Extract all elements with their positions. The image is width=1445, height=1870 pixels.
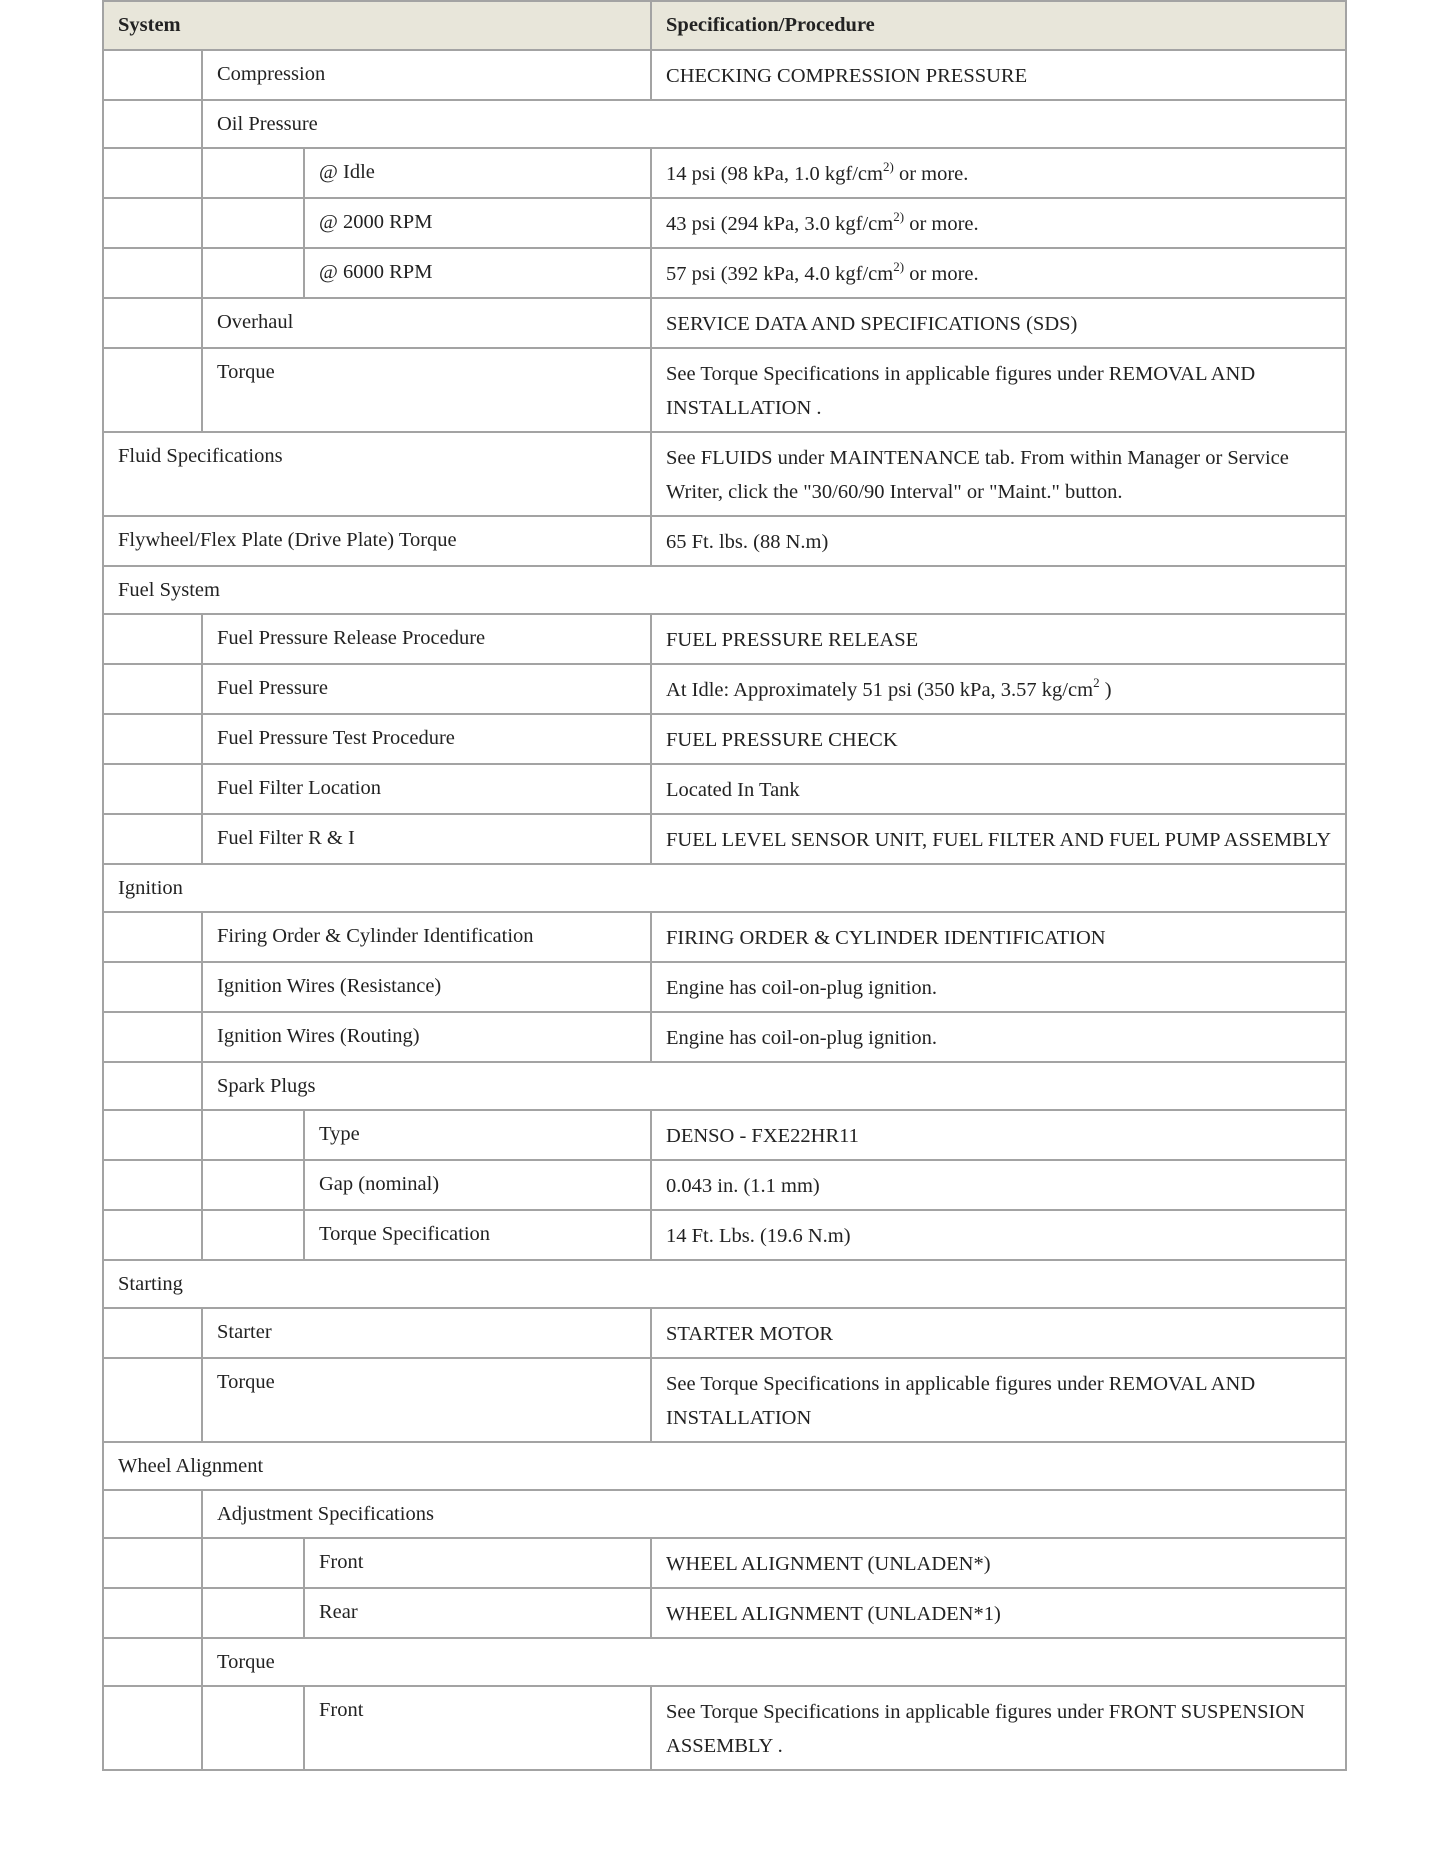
table-row [103, 1160, 1346, 1210]
row-label: Front [304, 1686, 651, 1770]
row-label: Front [304, 1538, 651, 1588]
row-label: Torque Specification [304, 1210, 651, 1260]
table-row [103, 298, 1346, 348]
value-text: WHEEL ALIGNMENT (UNLADEN*1) [666, 1603, 1001, 1625]
indent-cell [202, 148, 304, 198]
row-label: Fuel Filter Location [202, 764, 651, 814]
value-text: Engine has coil-on-plug ignition. [666, 1027, 938, 1049]
value-suffix: or more. [893, 163, 969, 185]
indent-cell [202, 1538, 304, 1588]
table-row [103, 1588, 1346, 1638]
table-row [103, 1686, 1346, 1770]
row-value [651, 1210, 1346, 1260]
table-row [103, 912, 1346, 962]
indent-cell [103, 1588, 202, 1638]
table-row [103, 1442, 1346, 1490]
value-text: See FLUIDS under MAINTENANCE tab. From within Manager or Service Writer, click the "30/60/90 Interval" or "Maint." button. [666, 447, 1289, 503]
indent-cell [103, 1538, 202, 1588]
row-value [651, 148, 1346, 198]
table-body [103, 50, 1346, 1770]
indent-cell [103, 100, 202, 148]
indent-cell [103, 248, 202, 298]
indent-cell [103, 198, 202, 248]
value-suffix: ) [1099, 679, 1112, 701]
spec-column-header: Specification/Procedure [651, 1, 1346, 50]
indent-cell [202, 1210, 304, 1260]
value-text: At Idle: Approximately 51 psi (350 kPa, 3.57 kg/cm [666, 679, 1094, 701]
row-label: Adjustment Specifications [202, 1490, 1346, 1538]
row-value [651, 714, 1346, 764]
row-value [651, 1686, 1346, 1770]
row-value [651, 1588, 1346, 1638]
value-text: See Torque Specifications in applicable figures under FRONT SUSPENSION ASSEMBLY . [666, 1701, 1305, 1757]
row-value [651, 912, 1346, 962]
table-row [103, 50, 1346, 100]
value-text: WHEEL ALIGNMENT (UNLADEN*) [666, 1553, 991, 1575]
value-text: FUEL PRESSURE RELEASE [666, 629, 919, 651]
value-text: SERVICE DATA AND SPECIFICATIONS (SDS) [666, 313, 1078, 335]
value-superscript: 2) [893, 259, 905, 274]
table-row [103, 1012, 1346, 1062]
system-column-header: System [103, 1, 651, 50]
row-value [651, 1110, 1346, 1160]
indent-cell [103, 348, 202, 432]
indent-cell [202, 1160, 304, 1210]
row-label: Fuel Filter R & I [202, 814, 651, 864]
indent-cell [103, 1110, 202, 1160]
value-text: FIRING ORDER & CYLINDER IDENTIFICATION [666, 927, 1106, 949]
indent-cell [103, 814, 202, 864]
value-text: 14 psi (98 kPa, 1.0 kgf/cm [666, 163, 883, 185]
indent-cell [103, 1490, 202, 1538]
row-value [651, 764, 1346, 814]
row-label: Ignition Wires (Resistance) [202, 962, 651, 1012]
row-label: Spark Plugs [202, 1062, 1346, 1110]
table-row [103, 864, 1346, 912]
indent-cell [103, 912, 202, 962]
table-row [103, 1358, 1346, 1442]
row-label: Fuel System [103, 566, 1346, 614]
row-value [651, 614, 1346, 664]
table-row [103, 248, 1346, 298]
row-label: Oil Pressure [202, 100, 1346, 148]
row-value [651, 1538, 1346, 1588]
table-row [103, 100, 1346, 148]
table-row [103, 664, 1346, 714]
indent-cell [202, 1110, 304, 1160]
table-row [103, 1538, 1346, 1588]
table-row [103, 764, 1346, 814]
value-text: See Torque Specifications in applicable figures under REMOVAL AND INSTALLATION . [666, 363, 1256, 419]
value-superscript: 2 [1093, 675, 1100, 690]
row-value [651, 1358, 1346, 1442]
table-row [103, 566, 1346, 614]
row-label: Gap (nominal) [304, 1160, 651, 1210]
value-text: Engine has coil-on-plug ignition. [666, 977, 938, 999]
table-row [103, 1260, 1346, 1308]
indent-cell [103, 664, 202, 714]
row-label: Fuel Pressure Test Procedure [202, 714, 651, 764]
specification-table [102, 0, 1347, 1771]
indent-cell [103, 1160, 202, 1210]
value-text: 43 psi (294 kPa, 3.0 kgf/cm [666, 213, 894, 235]
row-label: Rear [304, 1588, 651, 1638]
table-row [103, 1110, 1346, 1160]
row-label: Starting [103, 1260, 1346, 1308]
row-label: Ignition Wires (Routing) [202, 1012, 651, 1062]
value-suffix: or more. [904, 213, 979, 235]
row-value [651, 814, 1346, 864]
row-label: Torque [202, 1638, 1346, 1686]
table-row [103, 148, 1346, 198]
value-text: CHECKING COMPRESSION PRESSURE [666, 65, 1028, 87]
indent-cell [103, 1358, 202, 1442]
value-text: 65 Ft. lbs. (88 N.m) [666, 531, 829, 553]
indent-cell [202, 1588, 304, 1638]
row-label: Compression [202, 50, 651, 100]
row-label: Ignition [103, 864, 1346, 912]
table-row [103, 714, 1346, 764]
indent-cell [202, 1686, 304, 1770]
row-value [651, 248, 1346, 298]
indent-cell [103, 1062, 202, 1110]
value-text: FUEL PRESSURE CHECK [666, 729, 898, 751]
indent-cell [103, 1686, 202, 1770]
table-row [103, 814, 1346, 864]
row-label: Overhaul [202, 298, 651, 348]
indent-cell [103, 1638, 202, 1686]
row-label: @ 6000 RPM [304, 248, 651, 298]
row-value [651, 664, 1346, 714]
table-row [103, 1210, 1346, 1260]
row-value [651, 432, 1346, 516]
table-row [103, 962, 1346, 1012]
row-label: Torque [202, 348, 651, 432]
value-text: Located In Tank [666, 779, 800, 801]
row-value [651, 1012, 1346, 1062]
value-text: DENSO - FXE22HR11 [666, 1125, 859, 1147]
row-label: Fuel Pressure [202, 664, 651, 714]
indent-cell [103, 1308, 202, 1358]
table-header-row [103, 1, 1346, 50]
row-label: Fluid Specifications [103, 432, 651, 516]
value-text: See Torque Specifications in applicable figures under REMOVAL AND INSTALLATION [666, 1373, 1256, 1429]
indent-cell [103, 962, 202, 1012]
row-label: Wheel Alignment [103, 1442, 1346, 1490]
value-suffix: or more. [904, 263, 979, 285]
value-text: STARTER MOTOR [666, 1323, 834, 1345]
row-label: Flywheel/Flex Plate (Drive Plate) Torque [103, 516, 651, 566]
indent-cell [103, 1210, 202, 1260]
indent-cell [202, 248, 304, 298]
table-row [103, 516, 1346, 566]
indent-cell [103, 50, 202, 100]
table-row [103, 1062, 1346, 1110]
value-text: FUEL LEVEL SENSOR UNIT, FUEL FILTER AND FUEL PUMP ASSEMBLY [666, 829, 1332, 851]
row-value [651, 962, 1346, 1012]
row-label: @ Idle [304, 148, 651, 198]
value-text: 0.043 in. (1.1 mm) [666, 1175, 820, 1197]
row-label: @ 2000 RPM [304, 198, 651, 248]
indent-cell [103, 298, 202, 348]
table-row [103, 1638, 1346, 1686]
value-text: 57 psi (392 kPa, 4.0 kgf/cm [666, 263, 894, 285]
value-text: 14 Ft. Lbs. (19.6 N.m) [666, 1225, 851, 1247]
value-superscript: 2) [893, 209, 905, 224]
table-row [103, 1308, 1346, 1358]
indent-cell [103, 614, 202, 664]
indent-cell [103, 148, 202, 198]
row-value [651, 198, 1346, 248]
row-label: Starter [202, 1308, 651, 1358]
value-superscript: 2) [882, 159, 894, 174]
indent-cell [103, 764, 202, 814]
row-label: Torque [202, 1358, 651, 1442]
indent-cell [103, 714, 202, 764]
row-value [651, 1160, 1346, 1210]
row-value [651, 298, 1346, 348]
indent-cell [202, 198, 304, 248]
table-row [103, 198, 1346, 248]
row-label: Fuel Pressure Release Procedure [202, 614, 651, 664]
row-label: Type [304, 1110, 651, 1160]
row-value [651, 516, 1346, 566]
table-row [103, 432, 1346, 516]
table-row [103, 1490, 1346, 1538]
table-row [103, 348, 1346, 432]
row-value [651, 348, 1346, 432]
row-value [651, 1308, 1346, 1358]
row-label: Firing Order & Cylinder Identification [202, 912, 651, 962]
indent-cell [103, 1012, 202, 1062]
row-value [651, 50, 1346, 100]
table-row [103, 614, 1346, 664]
